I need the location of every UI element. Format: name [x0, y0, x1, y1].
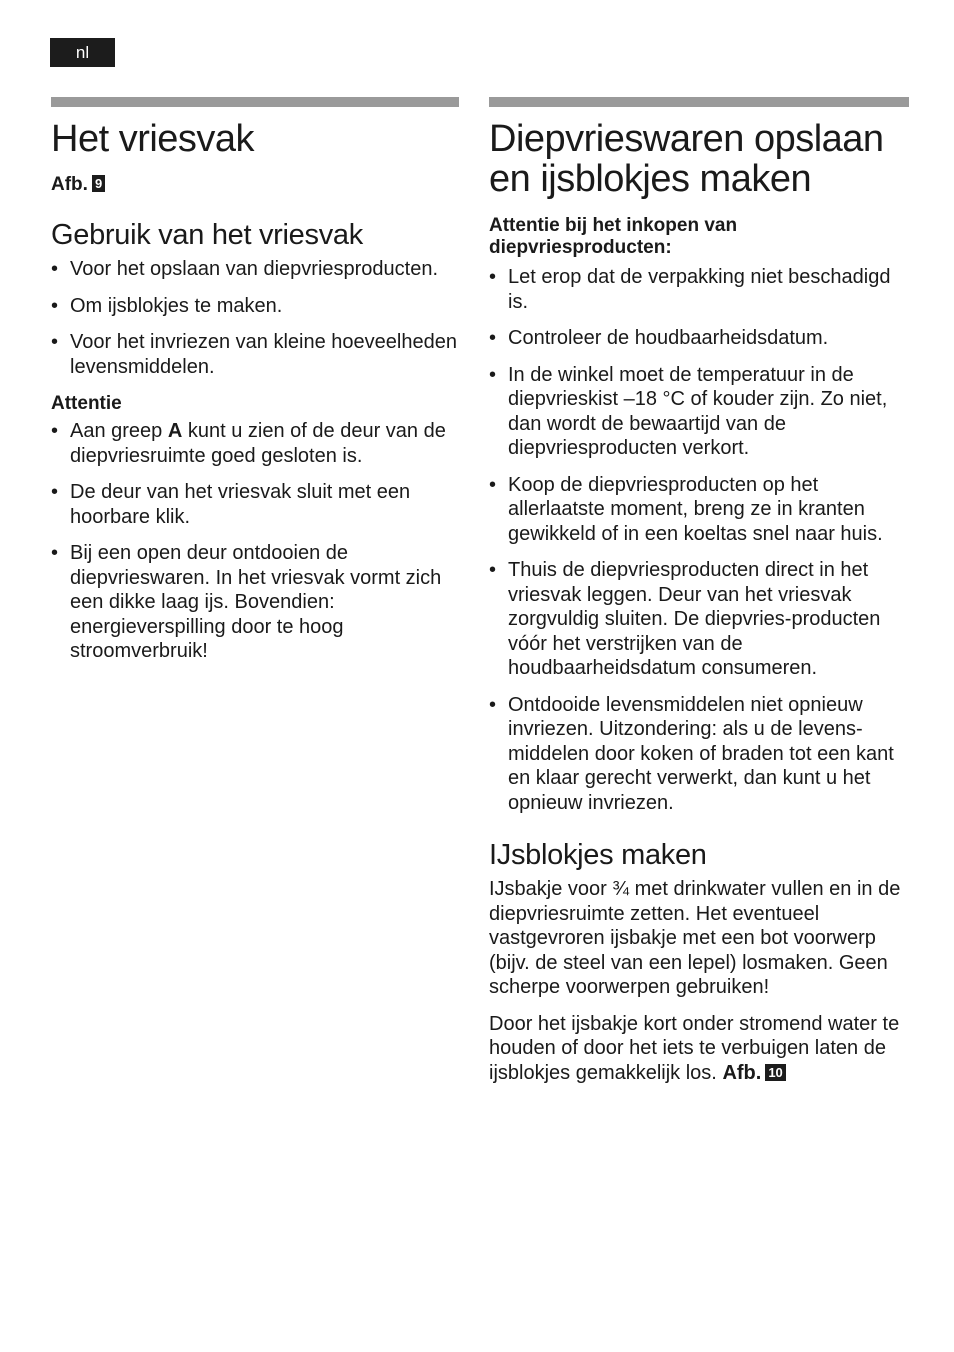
list-item: • In de winkel moet de temperatuur in de diepvrieskist –18 °C of kouder zijn. Zo niet, dan wordt de bewaartijd van de diepvriesproducten verkort. — [489, 363, 909, 461]
list-item — [51, 419, 459, 468]
section-rule — [489, 97, 909, 107]
language-tab: nl — [50, 38, 115, 67]
figure-number-badge: 9 — [92, 175, 105, 192]
right-column — [489, 97, 909, 1097]
attention-heading: Attentie bij het inkopen van diepvriesproducten: — [489, 215, 738, 258]
section-rule — [51, 97, 459, 107]
list-item: • Koop de diepvriesproducten op het allerlaatste moment, breng ze in kranten gewikkeld of in een koeltas snel naar huis. — [489, 473, 909, 547]
list-item: • Let erop dat de verpakking niet beschadigd is. — [489, 265, 909, 314]
section-title: Diepvrieswaren opslaan en ijsblokjes maken — [489, 118, 884, 200]
list-item: • Om ijsblokjes te maken. — [51, 294, 459, 319]
ice-paragraph-2 — [489, 1012, 909, 1086]
list-item: • Voor het opslaan van diepvriesproducten. — [51, 257, 459, 282]
list-item: • Bij een open deur ontdooien de diepvrieswaren. In het vriesvak vormt zich een dikke laag ijs. Bovendien: energieverspilling door te hoog stroomverbruik! — [51, 541, 459, 664]
storage-tips-list — [489, 265, 909, 815]
figure-number-badge: 10 — [765, 1064, 785, 1081]
list-item: • Ontdooide levensmiddelen niet opnieuw invriezen. Uitzondering: als u de levens-middelen door koken of braden tot een kant en klaar gerecht verwerkt, dan kunt u het opnieuw invriezen. — [489, 693, 909, 816]
handle-label: A — [167, 420, 183, 442]
list-item: • Thuis de diepvriesproducten direct in het vriesvak leggen. Deur van het vriesvak zorgvuldig sluiten. De diepvries-producten vóór het verstrijken van de houdbaarheidsdatum consumeren. — [489, 558, 909, 681]
figure-label: Afb. — [51, 174, 88, 195]
section-title: Het vriesvak — [51, 118, 255, 160]
list-item-text: Aan greep — [70, 420, 168, 442]
left-column — [51, 97, 459, 676]
figure-reference — [51, 173, 459, 197]
paragraph-text: Door het ijsbakje kort onder stromend water te houden of door het iets te verbuigen laten de ijsblokjes gemakkelijk los. — [489, 1012, 900, 1084]
ice-cubes-subtitle: IJsblokjes maken — [489, 839, 707, 871]
figure-label: Afb. — [722, 1061, 762, 1084]
ice-paragraph-1: IJsbakje voor ¾ met drinkwater vullen en in de diepvriesruimte zetten. Het eventueel vastgevroren ijsbakje met een bot voorwerp (bijv. de steel van een lepel) losmaken. Geen scherpe voorwerpen gebruiken! — [489, 878, 901, 998]
attention-heading: Attentie — [51, 393, 122, 414]
usage-list — [51, 257, 459, 379]
list-item-text: kunt u zien of de deur van de diepvriesruimte goed gesloten is. — [70, 420, 446, 467]
list-item: • De deur van het vriesvak sluit met een hoorbare klik. — [51, 480, 459, 529]
usage-subtitle: Gebruik van het vriesvak — [51, 219, 363, 251]
list-item: • Voor het invriezen van kleine hoeveelheden levensmiddelen. — [51, 330, 459, 379]
list-item: • Controleer de houdbaarheidsdatum. — [489, 326, 909, 351]
attention-list — [51, 419, 459, 664]
